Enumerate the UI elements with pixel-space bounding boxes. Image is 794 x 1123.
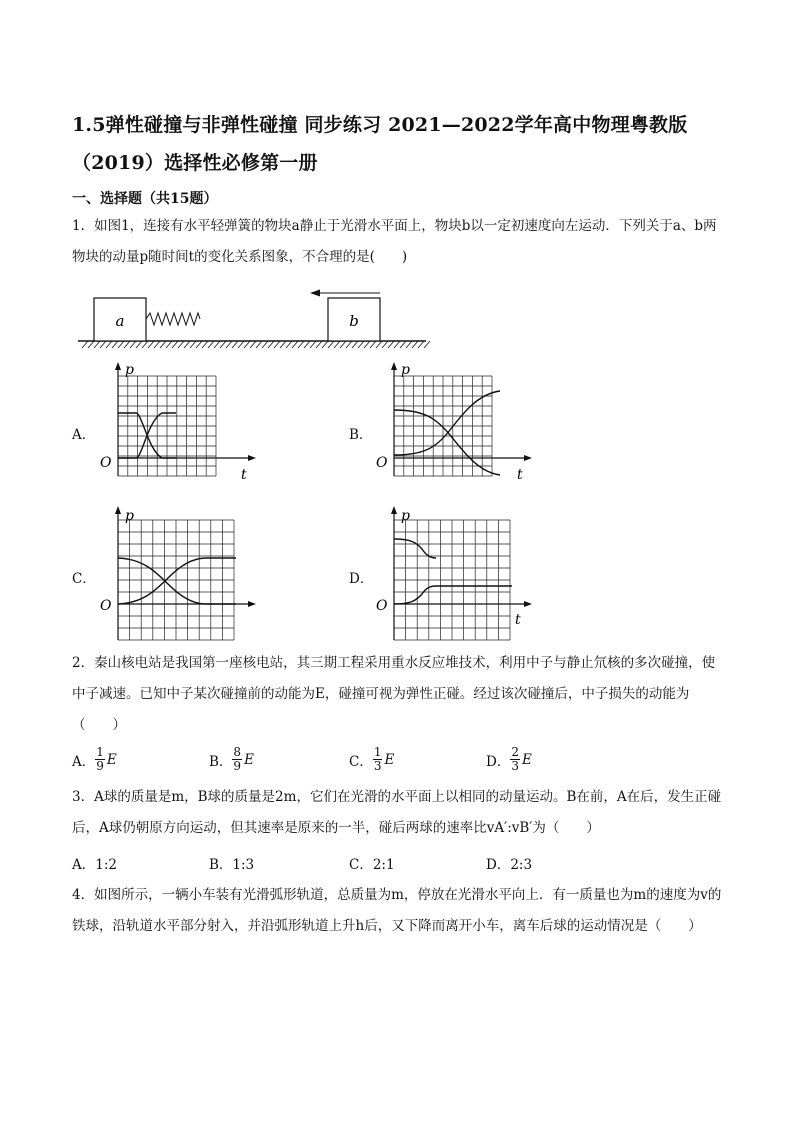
graph-d-curve-b (394, 539, 436, 558)
ground-hatch (298, 341, 304, 348)
graph-c-curve-b (118, 558, 236, 604)
graph-a-p-label: p (125, 362, 134, 378)
q2-option-b: B． $\frac{8}{9}$ E (209, 745, 254, 773)
ground-hatch (370, 341, 376, 348)
question-3-text: 3．A球的质量是m，B球的质量是2m，它们在光滑的水平面上以相同的动量运动。B在前，A在后，发生正碰后，A球仍朝原方向运动，但其速率是原来的一半，碰后两球的速率比vA′:vB′为（ ） (72, 789, 722, 836)
q2-option-a-fraction: $\frac{1}{9}$ (96, 745, 104, 773)
ground-hatch (100, 341, 106, 348)
ground-hatch (262, 341, 268, 348)
ground-hatch (310, 341, 316, 348)
ground-hatch (178, 341, 184, 348)
graph-a (96, 360, 260, 492)
ground-hatch (136, 341, 142, 348)
ground-hatch (202, 341, 208, 348)
graph-d-curve-a (394, 586, 512, 604)
ground-hatch (394, 341, 400, 348)
velocity-arrowhead (310, 290, 320, 297)
q3-option-c: C．2:1 (349, 857, 395, 873)
ground-hatch (274, 341, 280, 348)
ground-hatch (166, 341, 172, 348)
ground-hatch (316, 341, 322, 348)
graph-c-p-label: p (125, 508, 134, 524)
page-title: 1.5弹性碰撞与非弹性碰撞 同步练习 2021—2022学年高中物理粤教版（2019）选择性必修第一册 (72, 114, 688, 174)
ground-hatch (382, 341, 388, 348)
ground-hatch (340, 341, 346, 348)
ground-hatch (250, 341, 256, 348)
q2-option-a: A． $\frac{1}{9}$ E (72, 745, 117, 773)
graph-a-t-label: t (241, 467, 247, 483)
ground-hatch (124, 341, 130, 348)
ground-hatch (334, 341, 340, 348)
question-4-text: 4．如图所示，一辆小车装有光滑弧形轨道，总质量为m，停放在光滑水平向上．有一质量也为m的速度为v的铁球，沿轨道水平部分射入，并沿弧形轨道上升h后，又下降而离开小车，离车后球的运动情况是（ ） (72, 887, 722, 934)
ground-hatch (112, 341, 118, 348)
ground-hatch (106, 341, 112, 348)
option-d-label: D． (349, 571, 374, 587)
ground-hatch (160, 341, 166, 348)
ground-hatch (322, 341, 328, 348)
ground-hatch (130, 341, 136, 348)
ground-hatch (328, 341, 334, 348)
option-a-label: A． (72, 427, 96, 443)
graph-a-origin: O (100, 455, 112, 471)
q2-option-d: D． $\frac{2}{3}$ E (486, 745, 532, 773)
graph-d (372, 504, 536, 642)
graph-c-curve-a (118, 558, 236, 604)
graph-d-t-label: t (515, 612, 521, 628)
ground-hatch (184, 341, 190, 348)
ground-hatch (358, 341, 364, 348)
spring (146, 313, 200, 325)
graph-d-origin: O (376, 598, 388, 614)
ground-hatch (418, 341, 424, 348)
ground-hatch (118, 341, 124, 348)
ground-hatch (400, 341, 406, 348)
q3-option-a: A．1:2 (72, 857, 117, 873)
option-c-label: C． (72, 571, 96, 587)
section-heading: 一、选择题（共15题） (72, 191, 218, 207)
figure-1-blocks (74, 286, 430, 352)
graph-b-curve-b (394, 410, 500, 475)
ground-hatch (244, 341, 250, 348)
ground-hatch (346, 341, 352, 348)
ground-hatch (196, 341, 202, 348)
ground-hatch (406, 341, 412, 348)
ground-hatch (304, 341, 310, 348)
graph-b (372, 360, 536, 492)
q2-option-b-fraction: $\frac{8}{9}$ (233, 745, 242, 773)
graph-c (96, 504, 260, 642)
ground-hatch (238, 341, 244, 348)
ground-hatch (88, 341, 94, 348)
q2-option-c: C． $\frac{1}{3}$ E (349, 745, 395, 773)
ground-hatch (268, 341, 274, 348)
block-b-label: b (349, 312, 359, 330)
graph-c-origin: O (100, 598, 112, 614)
ground-hatch (190, 341, 196, 348)
ground-hatch (412, 341, 418, 348)
graph-b-p-label: p (401, 362, 410, 378)
ground-hatch (388, 341, 394, 348)
ground-hatch (214, 341, 220, 348)
ground-hatch (352, 341, 358, 348)
ground-hatch (376, 341, 382, 348)
question-1-text: 1．如图1，连接有水平轻弹簧的物块a静止于光滑水平面上，物块b以一定初速度向左运动．下列关于a、b两物块的动量p随时间t的变化关系图象，不合理的是( ) (72, 218, 717, 265)
ground-hatch (148, 341, 154, 348)
ground-hatch (142, 341, 148, 348)
graph-b-t-label: t (517, 467, 523, 483)
q3-option-d: D．2:3 (486, 857, 533, 873)
ground-hatch (286, 341, 292, 348)
option-b-label: B． (349, 427, 373, 443)
ground-hatch (232, 341, 238, 348)
ground-hatch (424, 341, 430, 348)
q2-option-d-fraction: $\frac{2}{3}$ (511, 745, 519, 773)
ground-hatch (94, 341, 100, 348)
ground-hatch (256, 341, 262, 348)
graph-b-origin: O (376, 455, 388, 471)
graph-d-p-label: p (401, 508, 410, 524)
ground-hatch (154, 341, 160, 348)
question-2-text: 2．秦山核电站是我国第一座核电站，其三期工程采用重水反应堆技术，利用中子与静止氘核的多次碰撞，使中子减速。已知中子某次碰撞前的动能为E，碰撞可视为弹性正碰。经过该次碰撞后，中子损失的动能为（ ） (72, 655, 716, 733)
ground-hatch (82, 341, 88, 348)
ground-hatch (226, 341, 232, 348)
block-a-label: a (115, 312, 125, 330)
ground-hatch (208, 341, 214, 348)
ground-hatch (280, 341, 286, 348)
ground-hatch (364, 341, 370, 348)
graph-b-curve-a (394, 391, 500, 455)
ground-hatch (172, 341, 178, 348)
q2-option-c-fraction: $\frac{1}{3}$ (373, 745, 382, 773)
ground-hatch (292, 341, 298, 348)
ground-hatch (220, 341, 226, 348)
q3-option-b: B．1:3 (209, 857, 255, 873)
